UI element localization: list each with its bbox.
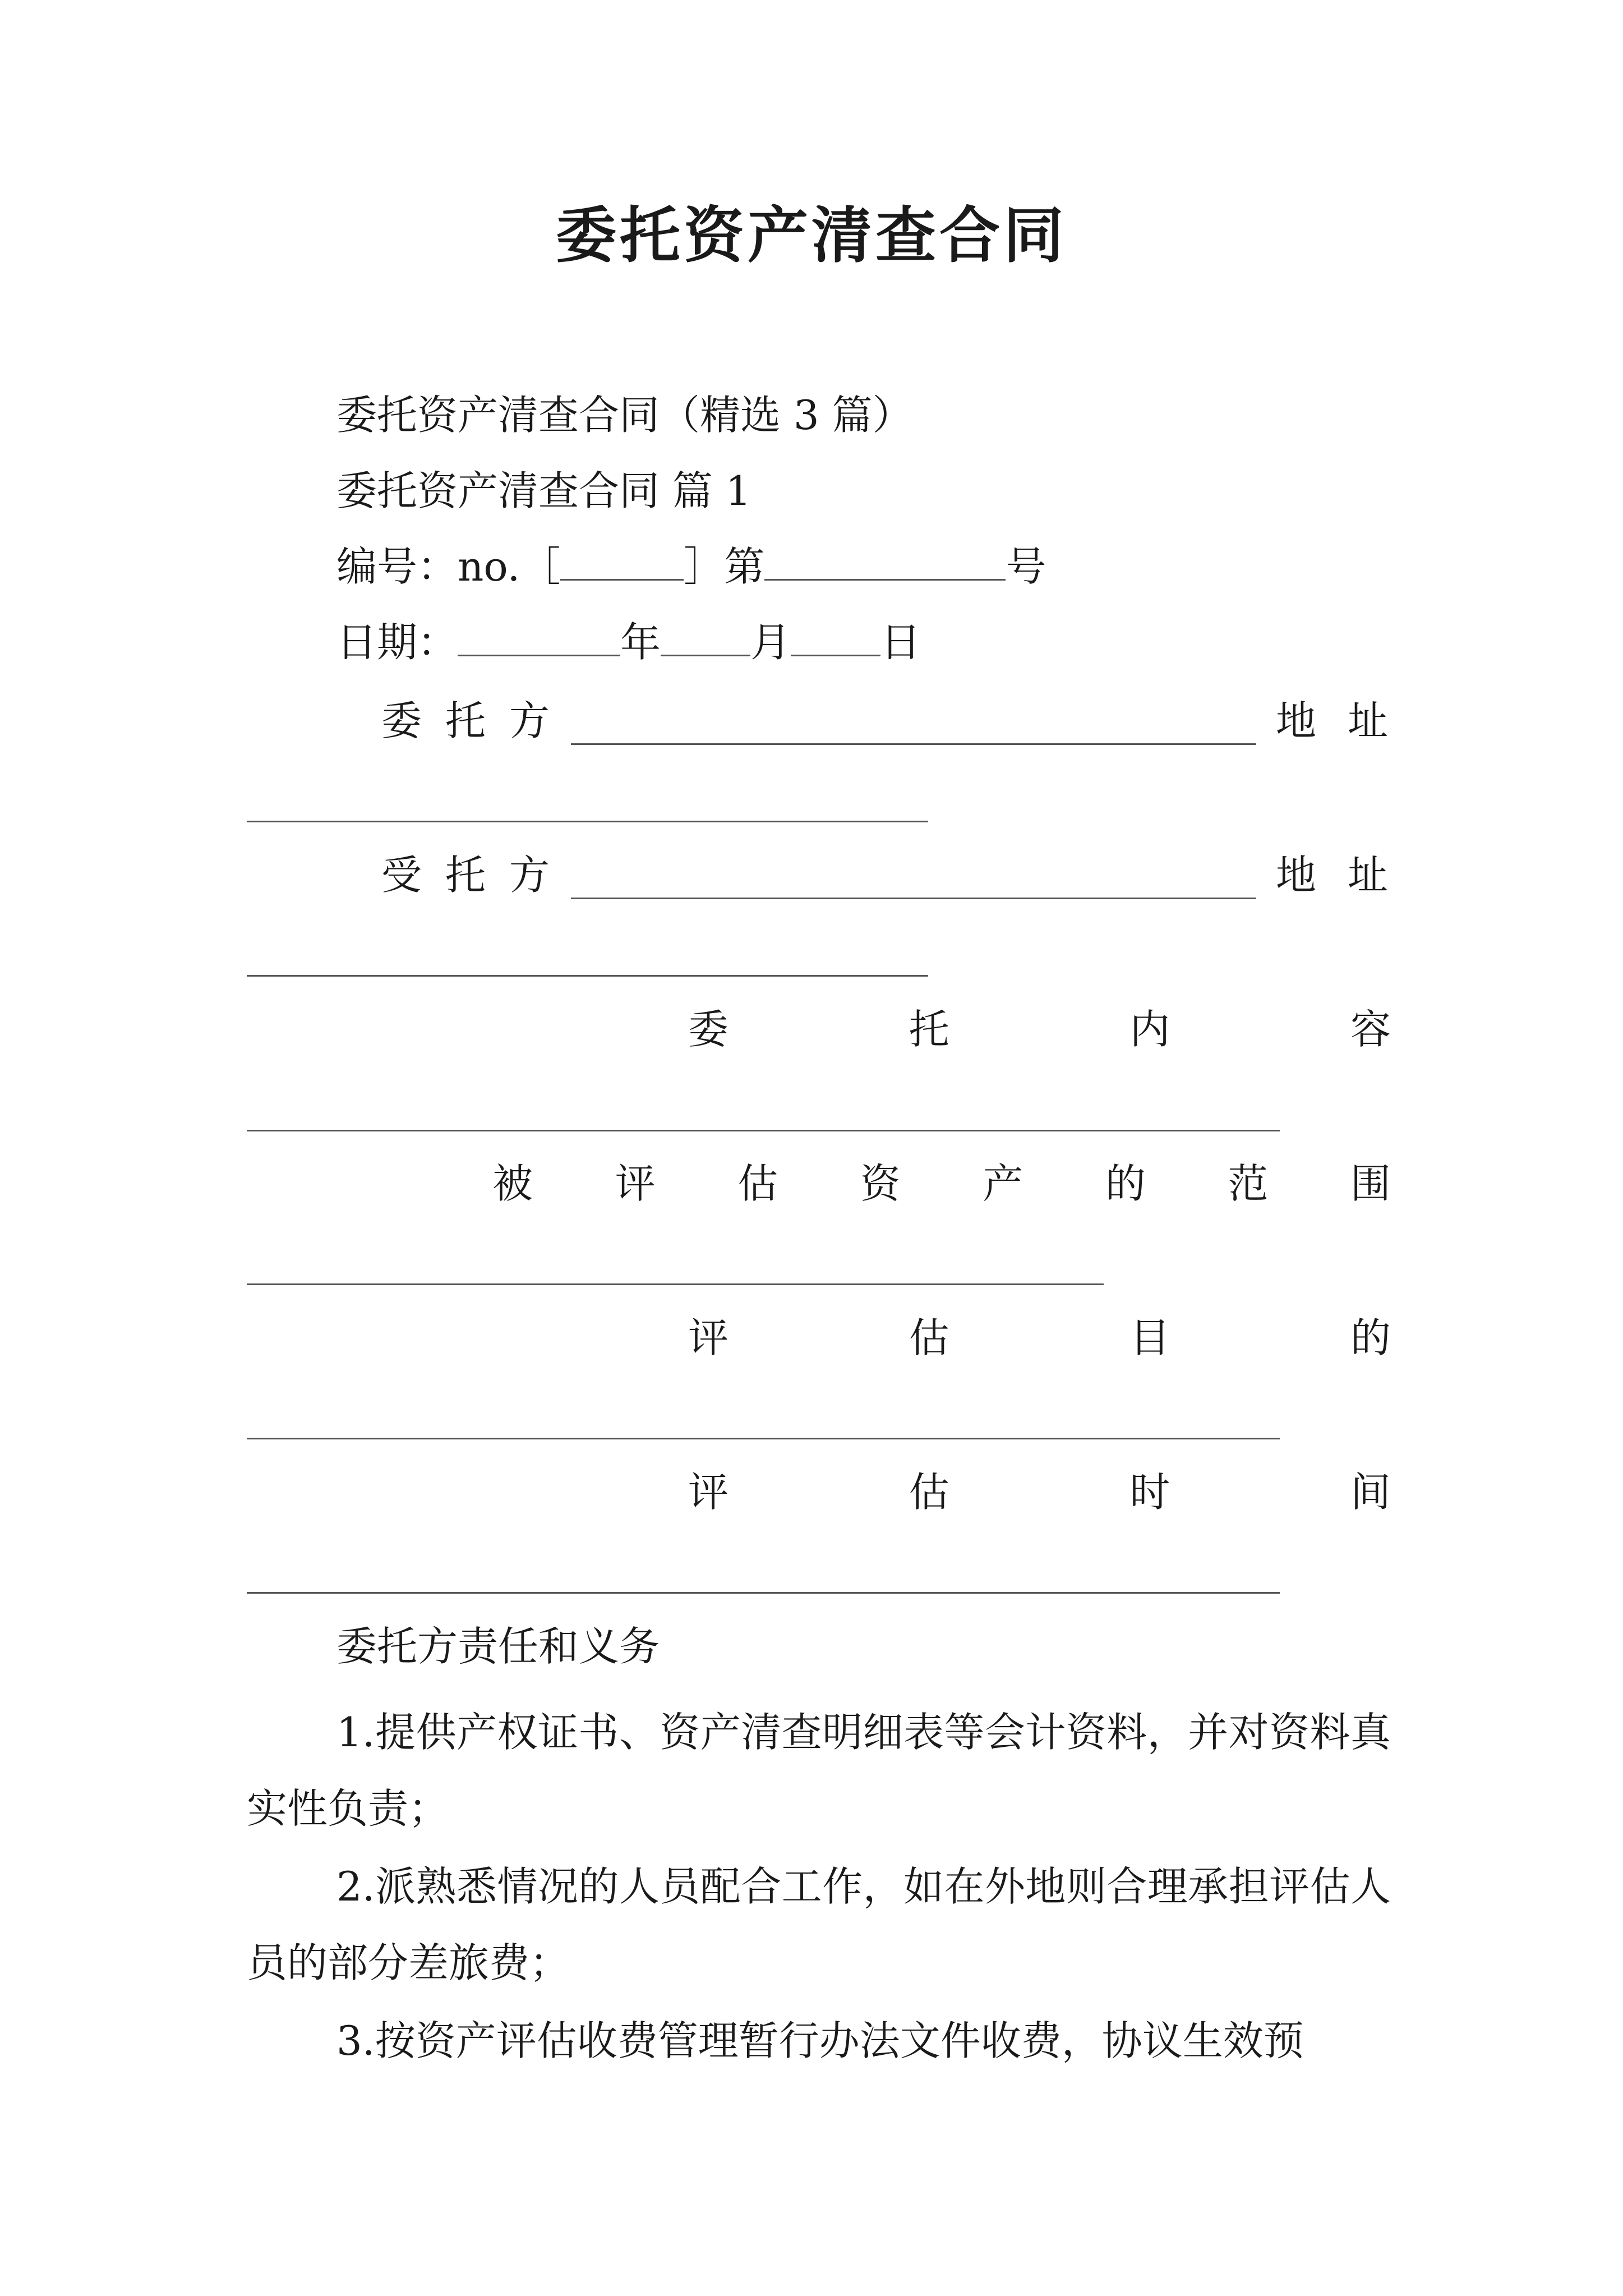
number-label: 编号：no.［ bbox=[336, 543, 561, 590]
month-label: 月 bbox=[750, 619, 791, 666]
entrusted-content-blank[interactable] bbox=[247, 1130, 1280, 1131]
document-title: 委托资产清查合同 bbox=[555, 200, 1067, 271]
client-name-blank[interactable] bbox=[571, 743, 1256, 745]
entrusted-content-label: 委 托 内 容 bbox=[688, 1006, 1391, 1053]
date-field bbox=[336, 611, 921, 673]
date-label: 日期： bbox=[336, 619, 458, 666]
trustee-address-label: 地 址 bbox=[1276, 852, 1388, 899]
number-blank-1[interactable] bbox=[560, 541, 684, 581]
day-label: 日 bbox=[880, 619, 921, 666]
trustee-address-blank[interactable] bbox=[247, 975, 928, 977]
month-blank[interactable] bbox=[661, 616, 750, 656]
valuation-time-blank[interactable] bbox=[247, 1592, 1280, 1594]
number-mid: ］第 bbox=[684, 543, 765, 590]
day-blank[interactable] bbox=[791, 616, 880, 656]
duty-item-2: 2.派熟悉情况的人员配合工作，如在外地则合理承担评估人员的部分差旅费； bbox=[247, 1863, 1391, 1986]
number-end: 号 bbox=[1006, 543, 1046, 590]
year-label: 年 bbox=[620, 619, 661, 666]
client-address-blank[interactable] bbox=[247, 821, 928, 822]
subtitle: 委托资产清查合同（精选 3 篇） bbox=[336, 392, 913, 439]
valuation-purpose-blank[interactable] bbox=[247, 1438, 1280, 1439]
valuation-time-label: 评 估 时 间 bbox=[688, 1469, 1391, 1516]
client-address-label: 地 址 bbox=[1276, 697, 1388, 744]
asset-scope-blank[interactable] bbox=[247, 1283, 1104, 1285]
duties-heading: 委托方责任和义务 bbox=[336, 1623, 660, 1670]
duty-item-1: 1.提供产权证书、资产清查明细表等会计资料，并对资料真实性负责； bbox=[247, 1709, 1391, 1832]
number-field bbox=[336, 536, 1046, 597]
section-heading: 委托资产清查合同 篇 1 bbox=[336, 467, 751, 514]
client-label: 委 托 方 bbox=[381, 697, 550, 744]
trustee-name-blank[interactable] bbox=[571, 898, 1256, 899]
number-blank-2[interactable] bbox=[764, 541, 1006, 581]
trustee-label: 受 托 方 bbox=[381, 852, 550, 899]
duty-item-3: 3.按资产评估收费管理暂行办法文件收费，协议生效预 bbox=[336, 2017, 1304, 2064]
asset-scope-label: 被 评 估 资 产 的 范 围 bbox=[492, 1160, 1391, 1207]
valuation-purpose-label: 评 估 目 的 bbox=[688, 1314, 1391, 1361]
year-blank[interactable] bbox=[458, 616, 620, 656]
